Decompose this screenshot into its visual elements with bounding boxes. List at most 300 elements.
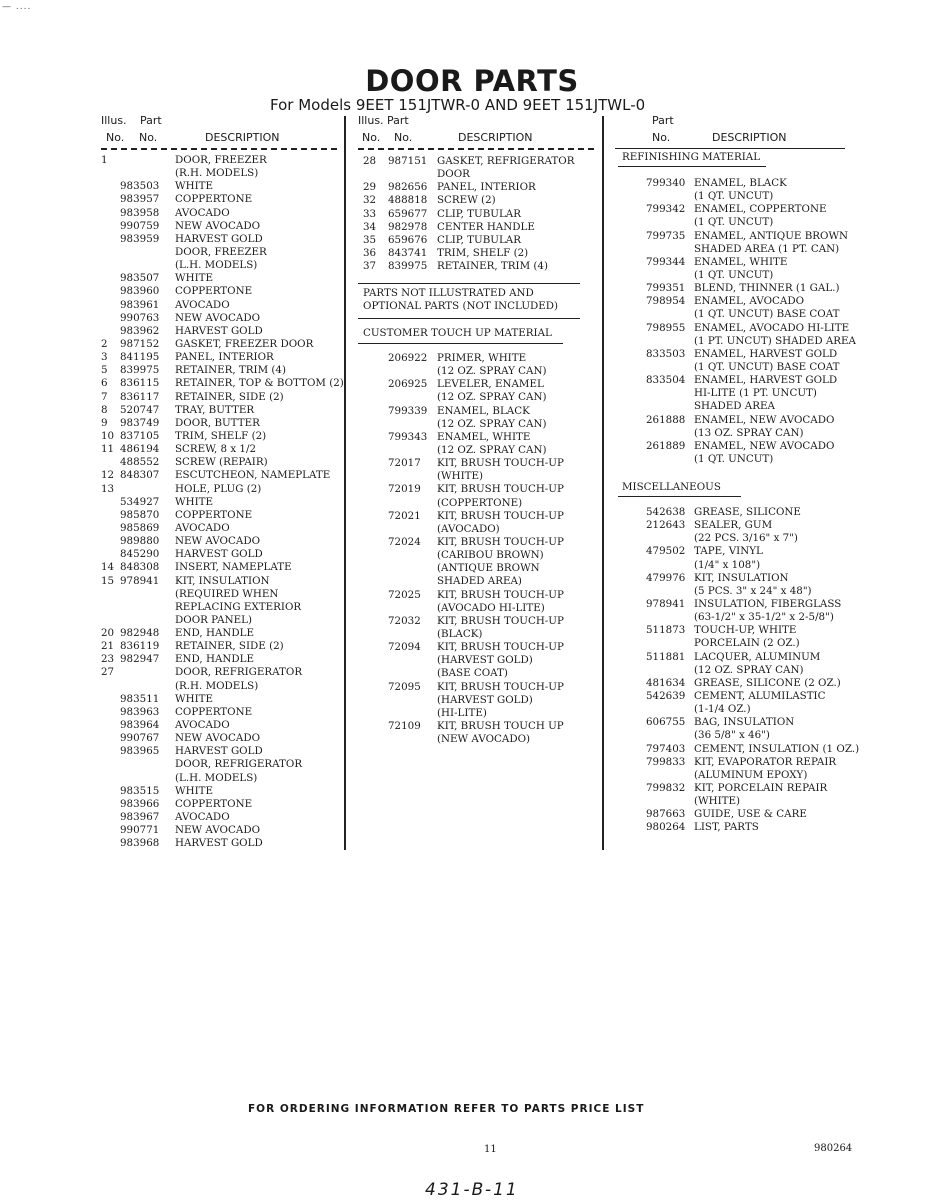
handwritten-code: 431-B-11 (425, 1180, 519, 1200)
part-description: END, HANDLE (175, 653, 254, 666)
part-description: (L.H. MODELS) (175, 771, 258, 784)
part-description: RETAINER, TRIM (4) (437, 260, 548, 273)
part-description: BLEND, THINNER (1 GAL.) (694, 282, 840, 295)
part-description: TAPE, VINYL (694, 545, 763, 558)
parts-row (362, 694, 598, 707)
part-number: 978941 (646, 597, 686, 610)
header-rule (101, 148, 337, 150)
parts-row (616, 506, 852, 519)
part-description: (36 5/8" x 46") (694, 729, 770, 742)
illus-number: 7 (101, 390, 108, 403)
illus-number: 2 (101, 337, 108, 350)
part-number: 479502 (646, 545, 686, 558)
part-description: HARVEST GOLD (175, 324, 263, 337)
parts-row (362, 431, 598, 444)
part-description: TRAY, BUTTER (175, 403, 255, 416)
part-description: ENAMEL, NEW AVOCADO (694, 413, 835, 426)
part-number: 983960 (120, 285, 160, 298)
part-description: SHADED AREA (1 PT. CAN) (694, 242, 840, 255)
part-description: NEW AVOCADO (175, 311, 261, 324)
part-number: 982948 (120, 627, 160, 640)
header-part-no: No. (139, 131, 158, 144)
part-description: CLIP, TUBULAR (437, 207, 521, 220)
touch-up-list (362, 352, 598, 746)
illus-number: 11 (101, 443, 115, 456)
part-number: 836115 (120, 377, 160, 390)
part-number: 848308 (120, 561, 160, 574)
part-description: COPPERTONE (175, 797, 253, 810)
part-description: HARVEST GOLD (175, 745, 263, 758)
part-description: PANEL, INTERIOR (175, 351, 274, 364)
section-rule (358, 283, 580, 284)
parts-row (100, 193, 340, 206)
part-description: HI-LITE (1 PT. UNCUT) (694, 387, 817, 400)
part-description: (WHITE) (437, 470, 484, 483)
part-number: 606755 (646, 716, 686, 729)
parts-row (100, 325, 340, 338)
illus-number: 9 (101, 416, 108, 429)
parts-row (616, 177, 852, 190)
part-description: HARVEST GOLD (175, 548, 263, 561)
part-number: 990763 (120, 311, 160, 324)
parts-row (616, 677, 852, 690)
part-description: INSULATION, FIBERGLASS (694, 597, 842, 610)
part-description: PANEL, INTERIOR (437, 181, 536, 194)
parts-row (100, 404, 340, 417)
part-description: KIT, BRUSH TOUCH UP (437, 719, 564, 732)
parts-row (616, 572, 852, 585)
header-illus-no: No. (106, 131, 125, 144)
part-number: 848307 (120, 469, 160, 482)
parts-row (616, 703, 852, 716)
part-number: 799339 (388, 404, 428, 417)
parts-row (616, 782, 852, 795)
parts-row (100, 798, 340, 811)
parts-row (100, 312, 340, 325)
parts-row (100, 285, 340, 298)
part-description: (1 QT. UNCUT) BASE COAT (694, 360, 840, 373)
part-description: KIT, BRUSH TOUCH-UP (437, 509, 564, 522)
part-number: 798954 (646, 295, 686, 308)
part-description: KIT, PORCELAIN REPAIR (694, 781, 828, 794)
part-description: (1 QT. UNCUT) (694, 216, 774, 229)
illus-number: 27 (101, 666, 115, 679)
part-number: 799832 (646, 781, 686, 794)
parts-row (362, 181, 598, 194)
part-number: 989880 (120, 535, 160, 548)
parts-row (100, 575, 340, 588)
part-description: HARVEST GOLD (175, 232, 263, 245)
part-description: CENTER HANDLE (437, 220, 535, 233)
parts-row (616, 427, 852, 440)
parts-row (616, 532, 852, 545)
parts-row (362, 641, 598, 654)
section-rule (618, 496, 741, 497)
part-description: (1 PT. UNCUT) SHADED AREA (694, 334, 856, 347)
part-description: ENAMEL, HARVEST GOLD (694, 374, 838, 387)
parts-row (100, 653, 340, 666)
part-number: 836119 (120, 640, 160, 653)
part-description: WHITE (175, 495, 214, 508)
part-number: 206922 (388, 352, 428, 364)
parts-row (100, 233, 340, 246)
heading-line: OPTIONAL PARTS (NOT INCLUDED) (363, 300, 559, 313)
parts-row (100, 496, 340, 509)
parts-row (100, 443, 340, 456)
illus-number: 15 (101, 574, 115, 587)
parts-row (100, 640, 340, 653)
parts-row (100, 338, 340, 351)
parts-row (616, 374, 852, 387)
part-number: 72025 (388, 588, 421, 601)
part-number: 982656 (388, 181, 428, 194)
parts-row (100, 364, 340, 377)
part-number: 72032 (388, 614, 421, 627)
part-number: 833503 (646, 347, 686, 360)
refinishing-heading (622, 151, 848, 164)
column-divider (344, 116, 346, 850)
part-number: 839975 (388, 260, 428, 273)
part-description: (AVOCADO HI-LITE) (437, 601, 545, 614)
part-description: KIT, BRUSH TOUCH-UP (437, 588, 564, 601)
part-number: 488552 (120, 456, 160, 469)
part-number: 799351 (646, 282, 686, 295)
part-description: COPPERTONE (175, 285, 253, 298)
parts-row (616, 334, 856, 348)
parts-row (362, 168, 598, 181)
parts-row (616, 585, 852, 598)
parts-row (362, 654, 598, 667)
part-description: (1 QT. UNCUT) (694, 268, 774, 281)
parts-row (100, 535, 340, 548)
part-description: AVOCADO (175, 811, 230, 824)
parts-row (362, 497, 598, 510)
part-number: 481634 (646, 676, 686, 689)
part-description: GREASE, SILICONE (2 OZ.) (694, 676, 841, 689)
illus-number: 8 (101, 403, 108, 416)
parts-row (362, 247, 598, 260)
part-number: 983507 (120, 272, 160, 285)
parts-row (616, 519, 852, 532)
illus-number: 36 (363, 246, 377, 259)
part-description: WHITE (175, 784, 214, 797)
illus-number: 32 (363, 194, 377, 207)
heading-line: PARTS NOT ILLUSTRATED AND (363, 287, 534, 299)
parts-row (100, 299, 340, 312)
scan-mark: — .... (2, 2, 32, 12)
parts-row (100, 469, 340, 482)
part-description: AVOCADO (175, 298, 230, 311)
part-number: 983503 (120, 180, 160, 193)
parts-row (100, 680, 340, 693)
parts-row (362, 510, 598, 523)
parts-row (362, 405, 598, 418)
part-description: KIT, BRUSH TOUCH-UP (437, 641, 564, 654)
part-description: DOOR (437, 168, 470, 181)
part-number: 799344 (646, 255, 686, 268)
part-description: (12 OZ. SPRAY CAN) (437, 443, 547, 456)
part-number: 72094 (388, 641, 421, 654)
parts-column-1 (100, 154, 344, 850)
header-rule (615, 148, 845, 149)
parts-row (362, 562, 598, 575)
part-description: (R.H. MODELS) (175, 167, 259, 180)
parts-row (362, 549, 598, 562)
part-description: CLIP, TUBULAR (437, 233, 521, 246)
parts-row (616, 400, 852, 413)
part-description: GASKET, REFRIGERATOR (437, 155, 575, 167)
part-description: WHITE (175, 692, 214, 705)
header-illus: Illus. (101, 114, 127, 127)
parts-row (616, 308, 852, 321)
part-description: HOLE, PLUG (2) (175, 482, 262, 495)
part-number: 261888 (646, 413, 686, 426)
part-description: LIST, PARTS (694, 821, 759, 834)
part-number: 72017 (388, 457, 421, 470)
illus-number: 3 (101, 351, 108, 364)
part-description: TRIM, SHELF (2) (175, 429, 267, 442)
part-number: 990771 (120, 824, 160, 837)
part-description: COPPERTONE (175, 705, 253, 718)
part-description: (ALUMINUM EPOXY) (694, 768, 808, 781)
part-number: 980264 (646, 821, 686, 834)
parts-row (616, 769, 852, 782)
part-number: 843741 (388, 246, 428, 259)
parts-row (100, 207, 340, 220)
parts-row (616, 795, 852, 808)
illus-number: 33 (363, 207, 377, 220)
parts-row (616, 611, 852, 624)
part-description: AVOCADO (175, 521, 230, 534)
not-illustrated-heading (363, 287, 599, 313)
part-description: (63-1/2" x 35-1/2" x 2-5/8") (694, 611, 834, 624)
header-illus-no: No. (362, 131, 381, 144)
parts-row (100, 706, 340, 719)
part-number: 978941 (120, 574, 160, 587)
parts-row (362, 615, 598, 628)
parts-row (616, 348, 852, 361)
part-number: 520747 (120, 403, 160, 416)
part-description: SCREW (REPAIR) (175, 456, 268, 469)
parts-row (362, 733, 598, 746)
part-description: SHADED AREA) (437, 575, 522, 588)
parts-row (100, 837, 340, 850)
part-description: (REQUIRED WHEN (175, 587, 279, 600)
illus-number: 21 (101, 640, 115, 653)
part-description: ENAMEL, NEW AVOCADO (694, 439, 835, 452)
part-description: RETAINER, TOP & BOTTOM (2) (175, 377, 344, 390)
parts-row (616, 453, 852, 466)
part-description: (1 QT. UNCUT) (694, 190, 774, 203)
part-number: 798955 (646, 321, 686, 334)
part-description: (22 PCS. 3/16" x 7") (694, 532, 798, 545)
section-rule (618, 166, 766, 167)
parts-row (616, 440, 852, 453)
part-description: ENAMEL, WHITE (694, 255, 788, 268)
parts-row (616, 203, 852, 216)
part-number: 987152 (120, 337, 160, 350)
part-description: COPPERTONE (175, 193, 253, 206)
part-number: 72021 (388, 509, 421, 522)
parts-row (362, 667, 598, 680)
parts-row (362, 589, 598, 602)
parts-row (100, 220, 340, 233)
part-description: DOOR, BUTTER (175, 416, 260, 429)
parts-row (100, 811, 340, 824)
page-subtitle: For Models 9EET 151JTWR-0 AND 9EET 151JTWL-0 (270, 96, 646, 114)
part-number: 983511 (120, 692, 160, 705)
illus-number: 34 (363, 220, 377, 233)
part-number: 833504 (646, 374, 686, 387)
illus-number: 10 (101, 429, 115, 442)
part-number: 72109 (388, 719, 421, 732)
illus-number: 13 (101, 482, 115, 495)
column-divider (602, 116, 604, 850)
header-rule (358, 148, 594, 150)
part-number: 797403 (646, 742, 686, 755)
parts-row (616, 545, 852, 558)
part-description: RETAINER, SIDE (2) (175, 640, 284, 653)
part-number: 983958 (120, 206, 160, 219)
part-description: (R.H. MODELS) (175, 679, 259, 692)
part-description: DOOR, FREEZER (175, 245, 267, 258)
parts-row (616, 808, 852, 821)
parts-row (616, 742, 860, 756)
part-description: KIT, BRUSH TOUCH-UP (437, 680, 564, 693)
part-description: (WHITE) (694, 795, 741, 808)
parts-row (616, 559, 852, 572)
parts-row (616, 387, 852, 400)
part-description: KIT, BRUSH TOUCH-UP (437, 457, 564, 470)
part-number: 799343 (388, 430, 428, 443)
parts-row (362, 208, 598, 221)
part-description: SEALER, GUM (694, 519, 773, 532)
header-part: Part (652, 114, 674, 127)
part-description: SCREW, 8 x 1/2 (175, 443, 257, 456)
parts-row (616, 256, 852, 269)
part-description: (1 QT. UNCUT) (694, 452, 774, 465)
parts-row (100, 377, 344, 390)
parts-row (100, 588, 340, 601)
parts-row (362, 155, 598, 168)
parts-row (362, 194, 598, 207)
parts-row (362, 221, 598, 234)
parts-row (362, 575, 598, 588)
part-number: 799342 (646, 203, 686, 216)
part-description: CEMENT, ALUMILASTIC (694, 689, 826, 702)
part-number: 659677 (388, 207, 428, 220)
parts-row (100, 522, 340, 535)
part-number: 983515 (120, 784, 160, 797)
parts-row (616, 190, 852, 203)
part-description: KIT, INSULATION (175, 574, 270, 587)
header-part-no: No. (652, 131, 671, 144)
illus-number: 1 (101, 154, 108, 166)
part-number: 983967 (120, 811, 160, 824)
illus-number: 20 (101, 627, 115, 640)
part-description: (HARVEST GOLD) (437, 654, 533, 667)
part-description: SHADED AREA (694, 400, 775, 413)
parts-row (100, 614, 340, 627)
refinishing-list (616, 177, 856, 466)
parts-row (616, 216, 852, 229)
parts-column-2-illustrated (362, 155, 598, 273)
part-description: TRIM, SHELF (2) (437, 246, 529, 259)
part-description: (NEW AVOCADO) (437, 733, 531, 746)
page-title: DOOR PARTS (365, 64, 579, 98)
parts-row (100, 246, 340, 259)
parts-row (616, 322, 852, 335)
header-description: DESCRIPTION (712, 131, 787, 144)
parts-row (100, 785, 340, 798)
parts-row (616, 637, 852, 650)
part-description: INSERT, NAMEPLATE (175, 561, 292, 574)
part-description: GASKET, FREEZER DOOR (175, 337, 314, 350)
parts-row (100, 154, 340, 167)
parts-row (362, 391, 598, 404)
parts-row (362, 707, 598, 720)
part-number: 72095 (388, 680, 421, 693)
part-description: ENAMEL, BLACK (694, 177, 787, 189)
part-description: HARVEST GOLD (175, 837, 263, 850)
part-description: (1 QT. UNCUT) BASE COAT (694, 308, 840, 321)
part-description: TOUCH-UP, WHITE (694, 624, 797, 637)
part-description: ENAMEL, HARVEST GOLD (694, 347, 838, 360)
parts-row (616, 598, 852, 611)
parts-row (100, 561, 340, 574)
parts-row (616, 282, 852, 295)
part-number: 72024 (388, 535, 421, 548)
part-number: 488818 (388, 194, 428, 207)
header-part: Part (140, 114, 162, 127)
part-description: (12 OZ. SPRAY CAN) (437, 391, 547, 404)
parts-row (100, 758, 340, 771)
parts-row (616, 729, 852, 742)
parts-row (616, 690, 852, 703)
parts-row (100, 430, 340, 443)
document-number: 980264 (814, 1143, 853, 1154)
part-description: NEW AVOCADO (175, 824, 261, 837)
parts-row (362, 483, 598, 496)
part-number: 799340 (646, 177, 686, 189)
heading-line: CUSTOMER TOUCH UP MATERIAL (363, 327, 552, 339)
part-number: 261889 (646, 439, 686, 452)
touch-up-heading (363, 327, 599, 340)
part-number: 983965 (120, 745, 160, 758)
illus-number: 5 (101, 364, 108, 377)
part-number: 511881 (646, 650, 686, 663)
part-number: 985870 (120, 508, 160, 521)
parts-row (100, 509, 340, 522)
misc-list (616, 506, 860, 835)
parts-row (362, 418, 598, 431)
part-description: COPPERTONE (175, 508, 253, 521)
part-number: 983957 (120, 193, 160, 206)
parts-row (100, 601, 340, 614)
part-description: (HI-LITE) (437, 706, 487, 719)
illus-number: 14 (101, 561, 115, 574)
parts-row (100, 745, 340, 758)
heading-line: MISCELLANEOUS (622, 481, 721, 493)
part-description: (1/4" x 108") (694, 558, 761, 571)
part-description: KIT, BRUSH TOUCH-UP (437, 614, 564, 627)
parts-row (616, 756, 852, 769)
part-description: LEVELER, ENAMEL (437, 378, 544, 391)
illus-number: 28 (363, 155, 377, 167)
parts-row (362, 681, 598, 694)
part-description: (CARIBOU BROWN) (437, 549, 544, 562)
part-description: DOOR PANEL) (175, 613, 252, 626)
